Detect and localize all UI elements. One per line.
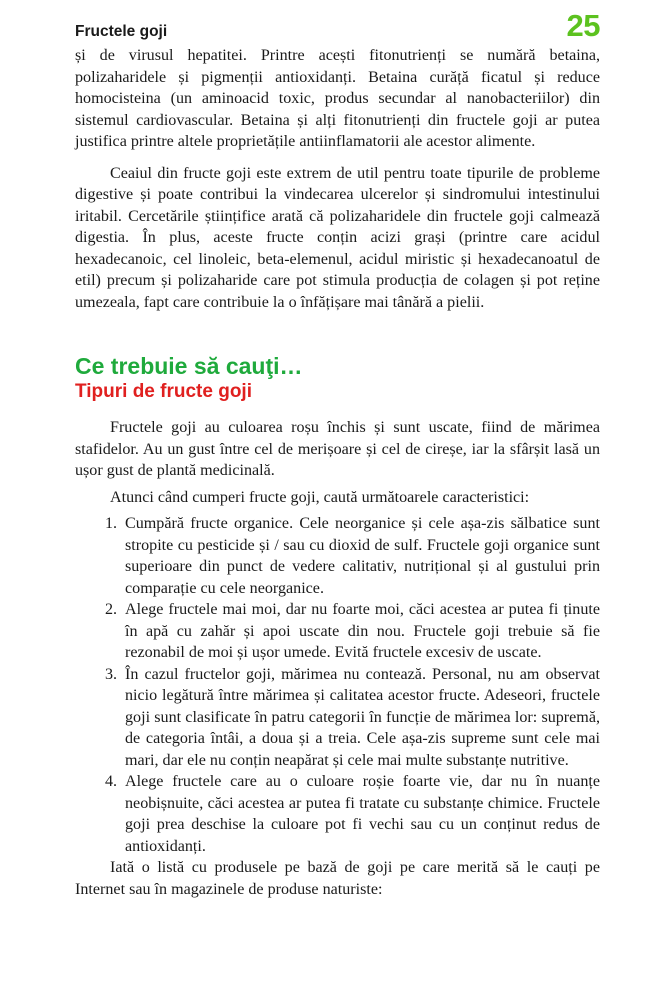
list-item-text: Alege fructele care au o culoare roșie foarte vie, dar nu în nuanțe neobișnuite, căci acestea ar putea fi tratate cu substanțe chimice. Fructele goji prea deschise la culoare pot fi vechi sau cu un conținut redus de antioxidanți. bbox=[125, 773, 600, 855]
list-item-number: 4. bbox=[105, 773, 118, 790]
closing-paragraph: Iată o listă cu produsele pe bază de goji pe care merită să le cauți pe Internet sau în magazinele de produse naturiste: bbox=[75, 859, 600, 898]
running-title: Fructele goji bbox=[75, 23, 168, 40]
section-heading: Ce trebuie să cauţi… bbox=[75, 353, 303, 379]
section-subheading: Tipuri de fructe goji bbox=[75, 381, 252, 402]
section-paragraph-2: Atunci când cumperi fructe goji, caută următoarele caracteristici: bbox=[110, 488, 530, 506]
list-item-text: Alege fructele mai moi, dar nu foarte moi, căci acestea ar putea fi ținute în apă cu zahăr și apoi uscate din nou. Fructele goji trebuie să fie rezonabil de moi și ușor umede. Evită fructele excesiv de uscate. bbox=[125, 601, 600, 661]
list-item bbox=[75, 513, 600, 599]
list-item-number: 2. bbox=[105, 601, 118, 618]
page-number: 25 bbox=[566, 8, 600, 43]
intro-paragraph-1: și de virusul hepatitei. Printre acești fitonutrienți se numără betaina, polizaharidele și pigmenții antioxidanți. Betaina curăță ficatul și reduce homocisteina (un aminoacid toxic, produs secundar al nanobacteriilor) din sistemul cardiovascular. Betaina și alți fitonutrienți din fructele goji ar putea justifica printre altele proprietățile antiinflamatorii ale acestor alimente. bbox=[75, 47, 600, 150]
list-item-text: În cazul fructelor goji, mărimea nu contează. Personal, nu am observat nicio legătură între mărimea și calitatea acestor fructe. Adeseori, fructele goji sunt clasificate în patru categorii în funcție de mărimea lor: supremă, de categoria întâi, a doua și a treia. Cele așa-zis supreme sunt cele mai mari, dar ele nu conțin neapărat și cele mai multe substanțe nutritive. bbox=[125, 665, 600, 769]
intro-paragraph-2: Ceaiul din fructe goji este extrem de util pentru toate tipurile de probleme digestive și poate contribui la vindecarea ulcerelor și sindromului intestinului iritabil. Cercetările științifice arată că polizaharidele din fructele goji calmează digestia. În plus, aceste fructe conțin acizi grași (printre care acidul hexadecanoic, cel linoleic, beta-elemenul, acidul miristic și hexadecanoatul de etil) precum și polizaharide care pot stimula producția de colagen și pot reține umezeala, fapt care contribuie la o înfățișare mai tânără a pielii. bbox=[75, 164, 600, 311]
list-item bbox=[75, 664, 600, 772]
list-item bbox=[75, 599, 600, 664]
list-item bbox=[75, 771, 600, 857]
criteria-list bbox=[75, 513, 600, 857]
section-paragraph-1: Fructele goji au culoarea roșu închis și sunt uscate, fiind de mărimea stafidelor. Au un gust între cel de merișoare și cel de cireșe, iar la sfârșit lasă un ușor gust de plantă medicinală. bbox=[75, 419, 600, 479]
page-header bbox=[75, 8, 600, 48]
page-body bbox=[75, 45, 600, 900]
list-item-number: 3. bbox=[105, 665, 118, 683]
list-item-number: 1. bbox=[105, 515, 118, 532]
list-item-text: Cumpără fructe organice. Cele neorganice și cele așa-zis sălbatice sunt stropite cu pesticide și / sau cu dioxid de sulf. Fructele goji organice sunt superioare din punct de vedere calitativ, nutrițional și al gustului prin comparație cu cele neorganice. bbox=[125, 515, 600, 597]
